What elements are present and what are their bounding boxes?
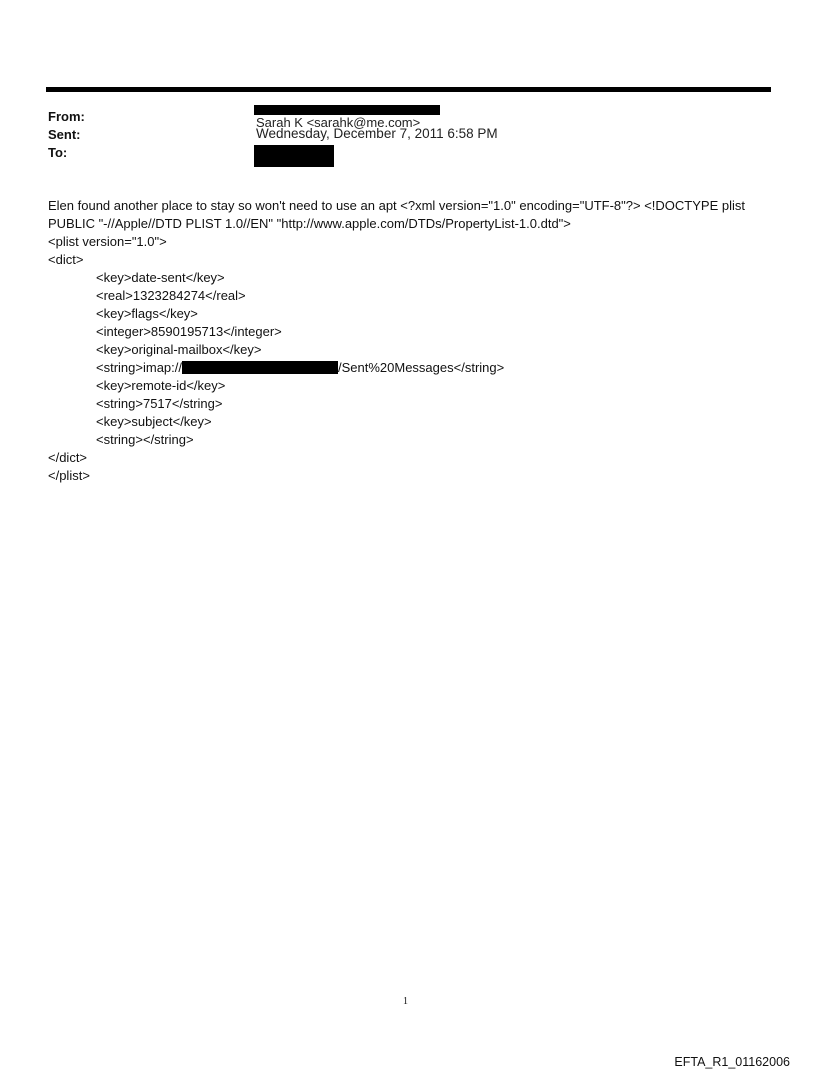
body-line: <key>date-sent</key> [96,270,225,285]
body-line: <key>subject</key> [96,414,212,429]
body-line: <string>7517</string> [96,396,223,411]
body-line: <string></string> [96,432,194,447]
body-line: </dict> [48,450,88,465]
from-redaction [254,105,440,115]
body-line: <key>flags</key> [96,306,198,321]
body-line: <dict> [48,252,84,267]
body-line: <key>remote-id</key> [96,378,226,393]
page-number: 1 [403,996,408,1007]
to-redaction [254,145,334,167]
body-line: <real>1323284274</real> [96,288,246,303]
body-line: <integer>8590195713</integer> [96,324,282,339]
from-value-partial: Sarah K <sarahk@me.com> [256,115,421,130]
header-rule [46,87,771,92]
body-line: </plist> [48,468,90,483]
body-line-mailbox [48,359,778,377]
mailbox-prefix: <string>imap:// [96,360,182,375]
message-body [48,197,778,485]
body-line: Elen found another place to stay so won't need to use an apt <?xml version="1.0" encoding="UTF-8"?> <!DOCTYPE plist [48,198,745,213]
body-line: PUBLIC "-//Apple//DTD PLIST 1.0//EN" "http://www.apple.com/DTDs/PropertyList-1.0.dtd"> [48,216,571,231]
from-label: From: [48,109,85,124]
body-line: <key>original-mailbox</key> [96,342,262,357]
mailbox-suffix: /Sent%20Messages</string> [338,360,505,375]
sent-value: Wednesday, December 7, 2011 6:58 PM [256,126,498,141]
sent-label: Sent: [48,127,81,142]
document-id: EFTA_R1_01162006 [674,1055,790,1069]
mailbox-redaction [182,361,338,374]
to-label: To: [48,145,68,160]
body-line: <plist version="1.0"> [48,234,167,249]
